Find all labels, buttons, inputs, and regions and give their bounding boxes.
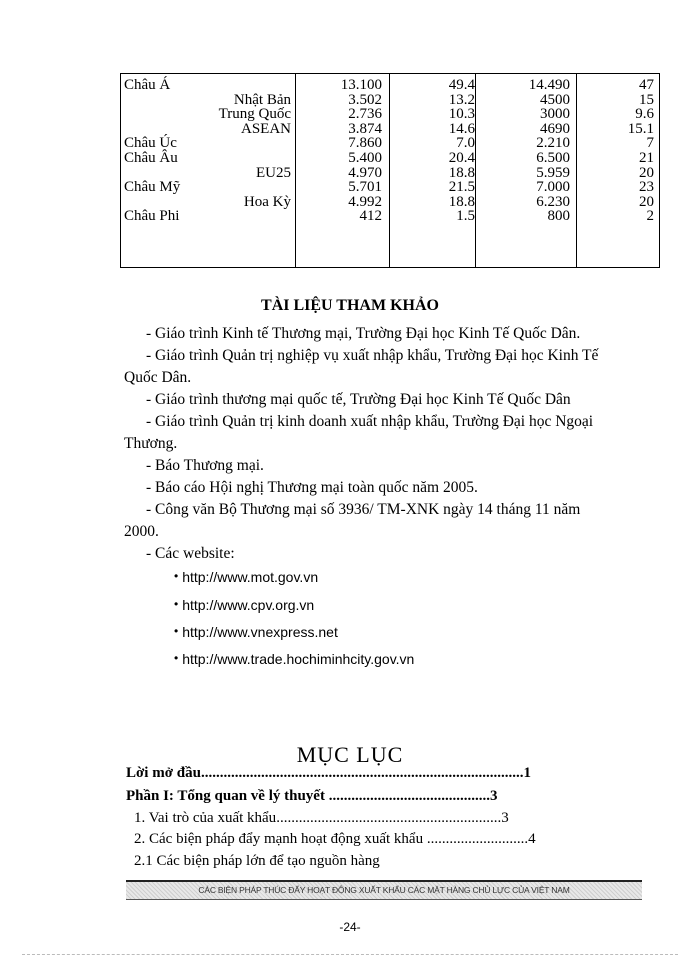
toc-entry[interactable]: 2. Các biện pháp đẩy mạnh hoạt động xuất khẩu ...........................4 [134, 831, 536, 847]
table-cell: 20.4 [448, 150, 475, 166]
table-cell: 6.230 [536, 193, 570, 210]
table-cell: 1.5 [456, 208, 475, 225]
reference-line: - Giáo trình Quản trị kinh doanh xuất nhập khẩu, Trường Đại học Ngoại [146, 413, 594, 430]
table-cell: 2.210 [536, 135, 570, 152]
bullet-icon: • [174, 569, 179, 583]
table-cell: 7.860 [348, 135, 382, 152]
table-column-divider [475, 74, 476, 267]
table-cell: 412 [359, 208, 382, 225]
table-cell: 13.2 [448, 91, 475, 108]
reference-line: - Các website: [146, 545, 235, 562]
table-cell: 18.8 [448, 164, 475, 181]
toc-title: MỤC LỤC [296, 742, 404, 767]
table-cell: 5.701 [348, 179, 382, 196]
toc-entry[interactable]: Lời mở đầu......................................................................................1 [126, 765, 531, 781]
table-cell: 3.874 [348, 120, 382, 137]
footer-banner: CÁC BIỆN PHÁP THÚC ĐẨY HOẠT ĐỘNG XUẤT KHẨU CÁC MẶT HÀNG CHỦ LỰC CỦA VIỆT NAM [126, 880, 642, 900]
references-title: TÀI LIỆU THAM KHẢO [261, 297, 439, 314]
table-cell: 18.8 [448, 193, 475, 210]
table-region-label: Châu Á [124, 77, 171, 93]
website-link[interactable]: http://www.mot.gov.vn [182, 569, 319, 585]
website-item [174, 569, 318, 585]
table-cell: 7.0 [456, 135, 475, 152]
website-link[interactable]: http://www.vnexpress.net [182, 624, 338, 640]
table-cell: 6.500 [536, 150, 570, 166]
table-subregion-label: ASEAN [240, 120, 291, 137]
reference-line: - Giáo trình thương mại quốc tế, Trường Đại học Kinh Tế Quốc Dân [146, 391, 571, 408]
table-region-label: Châu Mỹ [124, 179, 181, 196]
table-cell: 7 [646, 135, 654, 152]
toc-entry[interactable]: Phần I: Tổng quan về lý thuyết ...........................................3 [126, 788, 498, 804]
table-cell: 13.100 [340, 77, 382, 93]
table-cell: 800 [547, 208, 570, 225]
website-item [174, 651, 414, 667]
table-column-divider [576, 74, 577, 267]
table-cell: 4.992 [348, 193, 382, 210]
table-region-label: Châu Âu [124, 150, 178, 166]
website-item [174, 597, 314, 613]
export-market-table [120, 73, 660, 268]
website-item [174, 624, 338, 640]
table-cell: 7.000 [536, 179, 570, 196]
reference-line: Thương. [124, 435, 178, 452]
website-link[interactable]: http://www.cpv.org.vn [182, 597, 315, 613]
reference-line: - Báo cáo Hội nghị Thương mại toàn quốc năm 2005. [146, 479, 478, 496]
reference-line: - Giáo trình Quản trị nghiệp vụ xuất nhập khẩu, Trường Đại học Kinh Tế [146, 347, 599, 364]
table-cell: 23 [639, 179, 654, 196]
page-number: -24- [339, 920, 361, 934]
reference-line: - Giáo trình Kinh tế Thương mại, Trường Đại học Kinh Tế Quốc Dân. [146, 325, 581, 342]
reference-line: 2000. [124, 523, 159, 540]
table-cell: 5.959 [536, 164, 570, 181]
table-region-label: Châu Úc [124, 135, 177, 152]
table-subregion-label: EU25 [256, 164, 291, 181]
table-cell: 4690 [540, 120, 570, 137]
table-cell: 4.970 [348, 164, 382, 181]
table-cell: 14.490 [528, 77, 570, 93]
table-cell: 9.6 [635, 106, 654, 123]
page-edge-divider [22, 954, 678, 955]
table-cell: 10.3 [448, 106, 475, 123]
reference-line: - Công văn Bộ Thương mại số 3936/ TM-XNK ngày 14 tháng 11 năm [146, 501, 581, 518]
table-cell: 3.502 [348, 91, 382, 108]
table-cell: 47 [639, 77, 654, 93]
table-cell: 2 [646, 208, 654, 225]
table-region-label: Châu Phi [124, 208, 180, 225]
table-cell: 3000 [540, 106, 570, 123]
table-cell: 15 [639, 91, 654, 108]
table-subregion-label: Trung Quốc [218, 106, 291, 123]
bullet-icon: • [174, 651, 179, 665]
reference-line: Quốc Dân. [124, 369, 192, 386]
table-subregion-label: Hoa Kỳ [243, 193, 291, 210]
table-cell: 20 [639, 193, 654, 210]
toc-entry[interactable]: 2.1 Các biện pháp lớn để tạo nguồn hàng [134, 853, 380, 869]
table-cell: 5.400 [348, 150, 382, 166]
table-subregion-label: Nhật Bản [233, 91, 291, 108]
toc-entry[interactable]: 1. Vai trò của xuất khẩu............................................................3 [134, 810, 509, 826]
table-cell: 49.4 [448, 77, 475, 93]
table-cell: 21.5 [448, 179, 475, 196]
bullet-icon: • [174, 597, 179, 611]
reference-line: - Báo Thương mại. [146, 457, 264, 474]
table-cell: 14.6 [448, 120, 475, 137]
website-link[interactable]: http://www.trade.hochiminhcity.gov.vn [182, 651, 415, 667]
table-cell: 20 [639, 164, 654, 181]
bullet-icon: • [174, 624, 179, 638]
table-cell: 15.1 [627, 120, 654, 137]
table-column-divider [295, 74, 296, 267]
table-cell: 21 [639, 150, 654, 166]
table-cell: 2.736 [348, 106, 382, 123]
table-cell: 4500 [540, 91, 570, 108]
table-column-divider [389, 74, 390, 267]
